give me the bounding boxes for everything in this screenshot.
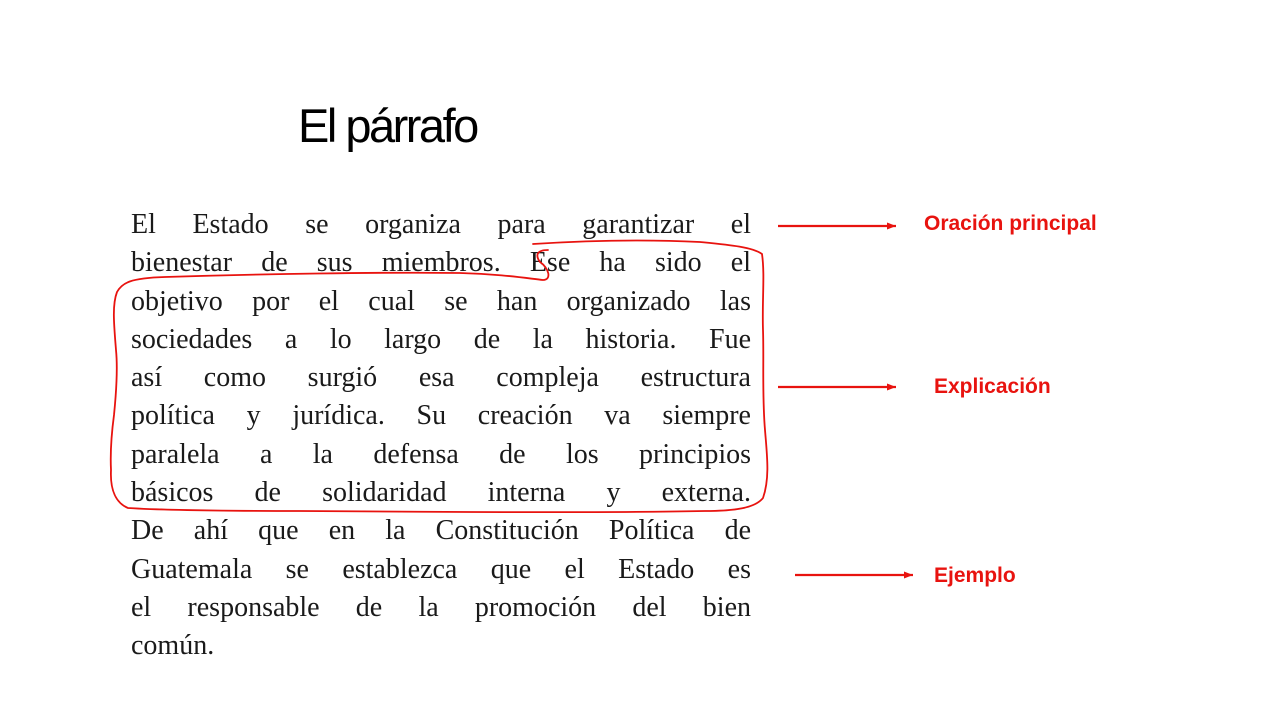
paragraph: [131, 206, 751, 666]
paragraph-line: el responsable de la promoción del bien: [131, 591, 751, 623]
paragraph-line: así como surgió esa compleja estructura: [131, 362, 751, 394]
label-main-sentence: Oración principal: [924, 212, 1097, 235]
paragraph-line: política y jurídica. Su creación va siempre: [131, 400, 751, 432]
slide-title: El párrafo: [298, 99, 477, 152]
paragraph-line: básicos de solidaridad interna y externa.: [131, 477, 751, 509]
paragraph-line: De ahí que en la Constitución Política de: [131, 515, 751, 547]
label-explanation: Explicación: [934, 375, 1051, 398]
paragraph-line: bienestar de sus miembros. Ese ha sido el: [131, 247, 751, 279]
label-example: Ejemplo: [934, 564, 1016, 587]
paragraph-line: objetivo por el cual se han organizado las: [131, 285, 751, 317]
paragraph-line: El Estado se organiza para garantizar el: [131, 209, 751, 240]
paragraph-line: común.: [131, 630, 215, 662]
paragraph-line: paralela a la defensa de los principios: [131, 438, 751, 470]
paragraph-line: sociedades a lo largo de la historia. Fue: [131, 323, 751, 355]
paragraph-line: Guatemala se establezca que el Estado es: [131, 553, 751, 585]
